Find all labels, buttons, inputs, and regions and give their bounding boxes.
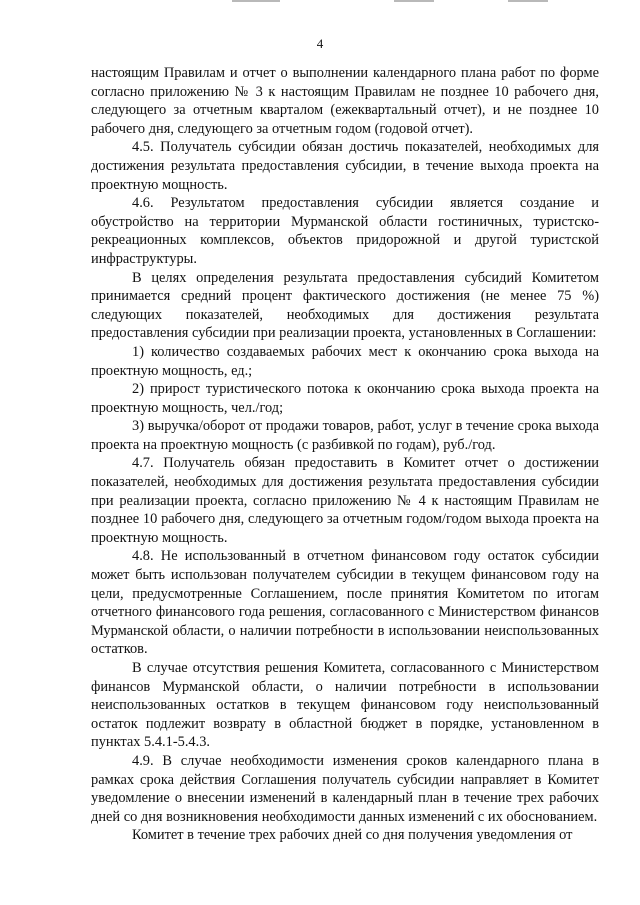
paragraph-4-6: 4.6. Результатом предоставления субсидии является создание и обустройство на территории Мурманской области гостиничных, туристско-рекреационных комплексов, объектов придорожной и другой туристской инфраструктуры.: [91, 195, 599, 267]
page-number: 4: [316, 36, 324, 51]
paragraph-4-8: 4.8. Не использованный в отчетном финансовом году остаток субсидии может быть использован получателем субсидии в текущем финансовом году на цели, предусмотренные Соглашением, после принятия Комитетом по итогам отчетного финансового года решения, согласованного с Министерством финансов Мурманской области, о наличии потребности в использовании неиспользованных остатков.: [91, 548, 599, 658]
paragraph-committee-continuation: Комитет в течение трех рабочих дней со дня получения уведомления от: [132, 827, 573, 844]
list-item-jobs: 1) количество создаваемых рабочих мест к окончанию срока выхода на проектную мощность, ед.;: [91, 343, 599, 379]
list-item-tourist-flow: 2) прирост туристического потока к окончанию срока выхода проекта на проектную мощность, чел./год;: [91, 381, 599, 416]
list-item-revenue: 3) выручка/оборот от продажи товаров, работ, услуг в течение срока выхода проекта на проектную мощность (с разбивкой по годам), руб./год.: [91, 418, 599, 453]
paragraph-4-5: 4.5. Получатель субсидии обязан достичь показателей, необходимых для достижения результата предоставления субсидии, в течение выхода проекта на проектную мощность.: [91, 139, 599, 193]
paragraph-continuation-reporting: настоящим Правилам и отчет о выполнении календарного плана работ по форме согласно приложению № 3 к настоящим Правилам не позднее 10 рабочего дня, следующего за отчетным кварталом (ежеквартальный отчет), и не позднее 10 рабочего дня, следующего за отчетным годом (годовой отчет).: [91, 65, 599, 137]
paragraph-result-criteria: В целях определения результата предоставления субсидий Комитетом принимается средний процент фактического достижения (не менее 75 %) следующих показателей, необходимых для достижения результата предоставления субсидии при реализации проекта, установленных в Соглашении:: [91, 269, 599, 342]
paragraph-no-decision: В случае отсутствия решения Комитета, согласованного с Министерством финансов Мурманской области, о наличии потребности в использовании неиспользованных остатков в текущем финансовом году неиспользованный остаток подлежит возврату в областной бюджет в порядке, установленном в пунктах 5.4.1-5.4.3.: [91, 660, 599, 751]
paragraph-4-9: 4.9. В случае необходимости изменения сроков календарного плана в рамках срока действия Соглашения получатель субсидии направляет в Комитет уведомление о внесении изменений в календарный план в течение трех рабочих дней со дня возникновения необходимости данных изменений с их обоснованием.: [91, 752, 599, 825]
document-body: [91, 64, 599, 845]
paragraph-4-7: 4.7. Получатель обязан предоставить в Комитет отчет о достижении показателей, необходимых для достижения результата предоставления субсидии при реализации проекта, согласно приложению № 4 к настоящим Правилам не позднее 10 рабочего дня, следующего за отчетным годом/годом выхода проекта на проектную мощность.: [91, 455, 599, 546]
scan-top-edge-marks: [0, 0, 640, 4]
